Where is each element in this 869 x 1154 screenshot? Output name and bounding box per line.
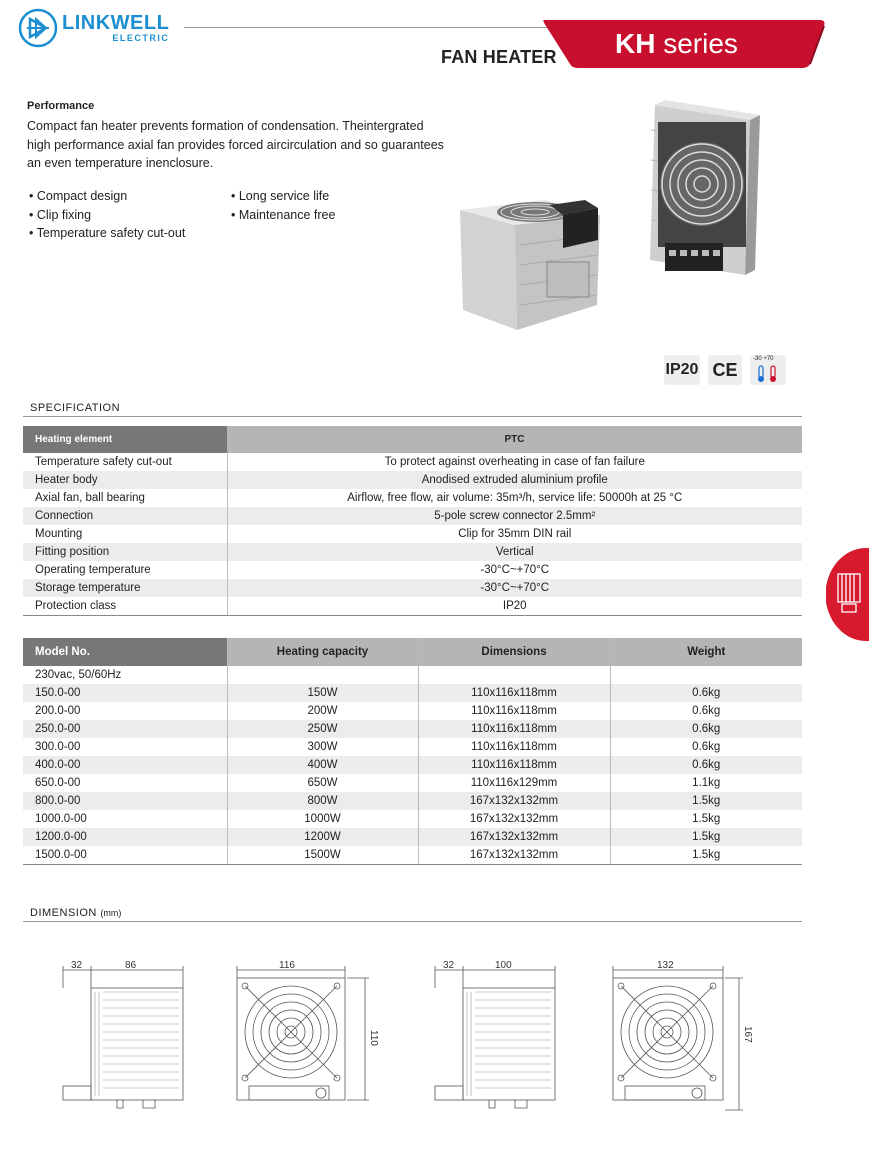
table-cell: 650.0-00 [23, 774, 227, 792]
table-cell: 200.0-00 [23, 702, 227, 720]
table-cell: 400.0-00 [23, 756, 227, 774]
table-cell: 167x132x132mm [418, 846, 610, 864]
thermometer-icon [756, 364, 780, 384]
table-row [23, 792, 802, 810]
table-row: Protection class IP20 [23, 597, 802, 615]
table-row [23, 828, 802, 846]
table-header-cell: Dimensions [418, 638, 610, 666]
table-row: Fitting position Vertical [23, 543, 802, 561]
performance-text: Compact fan heater prevents formation of condensation. Theintergrated high performance axial fan provides forced aircirculation and so guarantees an even temperature inenclosure. [27, 119, 444, 170]
dimension-heading: DIMENSION (mm) [30, 907, 122, 919]
table-row [23, 810, 802, 828]
table-cell [227, 666, 418, 684]
dimension-label: 167 [742, 1026, 753, 1043]
table-cell [610, 666, 802, 684]
table-cell: 650W [227, 774, 418, 792]
table-cell: 0.6kg [692, 705, 721, 717]
table-cell: 110x116x118mm [418, 684, 610, 702]
table-cell: 1500W [227, 846, 418, 864]
table-cell: 110x116x118mm [418, 738, 610, 756]
table-cell: 167x132x132mm [418, 828, 610, 846]
dimension-drawing-side-small [55, 958, 195, 1118]
table-cell: 200W [227, 702, 418, 720]
table-header-row [23, 426, 802, 453]
table-cell: 0.6kg [610, 756, 802, 774]
table-cell: 1.5kg [610, 828, 802, 846]
product-photo [455, 100, 805, 335]
dimension-drawing-front-large [607, 958, 757, 1118]
brand-name: LINKWELL [62, 12, 170, 34]
table-cell: 300.0-00 [23, 738, 227, 756]
table-row [23, 684, 802, 702]
table-cell: 0.6kg [610, 684, 802, 702]
dimension-label: 100 [495, 960, 512, 971]
table-cell: 1.5kg [610, 846, 802, 864]
model-table [23, 638, 802, 865]
dimension-label: 32 [71, 960, 83, 971]
side-category-tab [826, 548, 869, 641]
table-header-cell: Weight [610, 638, 802, 666]
table-row: Mounting Clip for 35mm DIN rail [23, 525, 802, 543]
dimension-label: 32 [443, 960, 455, 971]
table-row: Connection 5-pole screw connector 2.5mm² [23, 507, 802, 525]
table-row: Heater body Anodised extruded aluminium profile [23, 471, 802, 489]
table-cell: 167x132x132mm [418, 792, 610, 810]
table-row [23, 738, 802, 756]
dimension-drawing-side-large [427, 958, 567, 1118]
list-item: • Clip fixing [29, 206, 185, 225]
table-cell: 400W [227, 756, 418, 774]
ip20-badge: IP20 [664, 355, 700, 385]
linkwell-logo-icon [18, 8, 58, 48]
specification-heading: SPECIFICATION [30, 402, 121, 414]
table-row: Temperature safety cut-out To protect against overheating in case of fan failure [23, 453, 802, 471]
table-row: Axial fan, ball bearing Airflow, free flow, air volume: 35m³/h, service life: 50000h at 25 °C [23, 489, 802, 507]
ce-mark-badge: CE [708, 355, 742, 385]
dimension-label: 132 [657, 960, 674, 971]
table-cell: 1000.0-00 [23, 810, 227, 828]
table-header-row [23, 638, 802, 666]
table-cell: 1000W [227, 810, 418, 828]
table-row: Storage temperature -30°C~+70°C [23, 579, 802, 597]
temperature-range-label: -30 +70 [753, 356, 774, 362]
list-item: • Long service life [231, 187, 335, 206]
certification-badges [664, 355, 786, 385]
brand-logo [18, 8, 169, 48]
table-header-cell: Model No. [23, 638, 227, 666]
list-item: • Temperature safety cut-out [29, 224, 185, 243]
table-cell: 110x116x118mm [418, 702, 610, 720]
dimension-divider [23, 921, 802, 922]
model-table-body [23, 666, 802, 864]
table-cell: 167x132x132mm [418, 810, 610, 828]
dimension-label: 116 [279, 960, 295, 971]
table-cell: 110x116x118mm [418, 720, 610, 738]
table-cell: 1.5kg [692, 813, 721, 825]
feature-list-1 [29, 187, 185, 243]
specification-divider [23, 416, 802, 417]
table-row [23, 846, 802, 864]
table-header-cell: Heating capacity [227, 638, 418, 666]
table-row [23, 720, 802, 738]
list-item: • Compact design [29, 187, 185, 206]
product-title: FAN HEATER [441, 47, 557, 67]
table-cell: 250W [227, 720, 418, 738]
table-cell: 1.5kg [610, 792, 802, 810]
table-cell: 1.1kg [692, 777, 721, 789]
temperature-range-badge [750, 355, 786, 385]
dimension-drawing-front-small [233, 958, 383, 1118]
table-row [23, 666, 802, 684]
table-cell: 150W [227, 684, 418, 702]
table-header-cell: PTC [227, 426, 802, 453]
series-label: KH series [615, 28, 738, 59]
performance-heading: Performance [27, 100, 95, 112]
dimension-label: 110 [368, 1030, 379, 1046]
table-cell: 1500.0-00 [23, 846, 227, 864]
feature-list-2 [231, 187, 335, 224]
list-item: • Maintenance free [231, 206, 335, 225]
table-cell: 150.0-00 [23, 684, 227, 702]
table-cell: 0.6kg [610, 720, 802, 738]
table-cell: 110x116x118mm [418, 756, 610, 774]
table-cell: 800W [227, 792, 418, 810]
table-cell: 1200W [227, 828, 418, 846]
brand-sub: ELECTRIC [112, 33, 170, 43]
table-row [23, 702, 802, 720]
dimension-label: 86 [125, 960, 137, 971]
specification-table [23, 426, 802, 616]
table-cell: 800.0-00 [23, 792, 227, 810]
table-cell: 0.6kg [692, 741, 721, 753]
table-header-cell: Heating element [23, 426, 227, 453]
table-cell: 230vac, 50/60Hz [23, 666, 227, 684]
table-cell: 110x116x129mm [418, 774, 610, 792]
table-cell: 300W [227, 738, 418, 756]
table-row [23, 774, 802, 792]
table-cell: 1200.0-00 [23, 828, 227, 846]
table-cell [418, 666, 610, 684]
table-row [23, 756, 802, 774]
table-cell: 250.0-00 [23, 720, 227, 738]
table-row: Operating temperature -30°C~+70°C [23, 561, 802, 579]
